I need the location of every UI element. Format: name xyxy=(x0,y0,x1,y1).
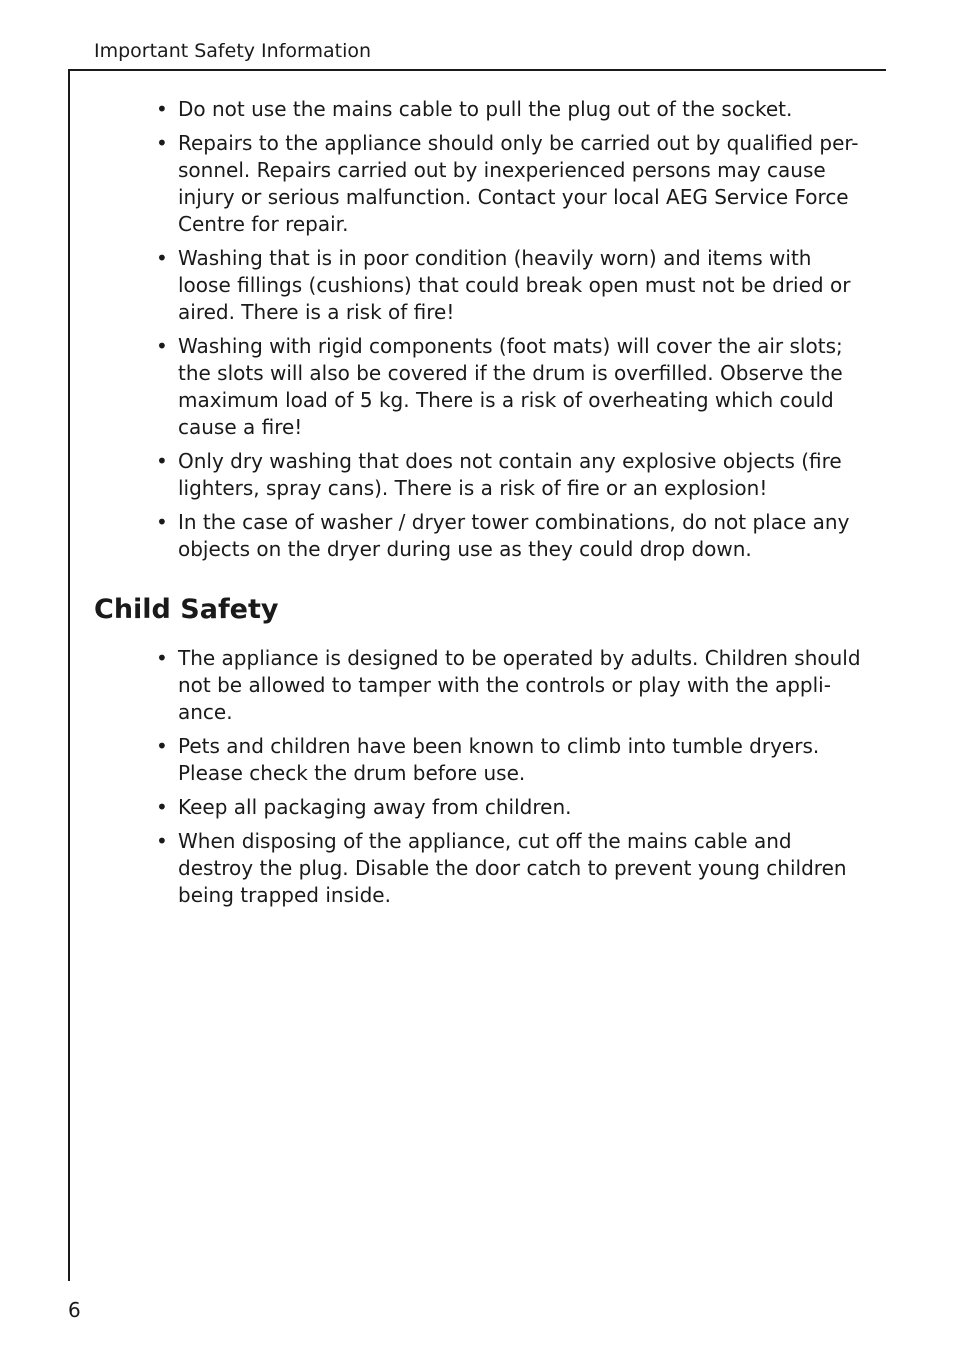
list-item-text: The appliance is designed to be operated by adults. Children should not be allowed to tamper with the controls or play with the appli-ance. xyxy=(178,646,861,724)
list-item-text: In the case of washer / dryer tower combinations, do not place any objects on the dryer during use as they could drop down. xyxy=(178,510,850,561)
bullet-icon: • xyxy=(156,334,168,358)
list-item-text: Pets and children have been known to climb into tumble dryers. Please check the drum before use. xyxy=(178,734,820,785)
list-item xyxy=(156,96,868,123)
list-item-text: Washing with rigid components (foot mats) will cover the air slots; the slots will also be covered if the drum is overfilled. Observe the maximum load of 5 kg. There is a risk of overheating which could cause a fire! xyxy=(178,334,843,439)
list-item xyxy=(156,733,868,787)
list-item xyxy=(156,645,868,726)
bullet-icon: • xyxy=(156,449,168,473)
safety-bullet-list xyxy=(156,96,868,570)
list-item xyxy=(156,245,868,326)
bullet-icon: • xyxy=(156,97,168,121)
list-item-text: When disposing of the appliance, cut off the mains cable and destroy the plug. Disable the door catch to prevent young children being trapped inside. xyxy=(178,829,847,907)
bullet-icon: • xyxy=(156,734,168,758)
bullet-icon: • xyxy=(156,829,168,853)
bullet-icon: • xyxy=(156,646,168,670)
page-number: 6 xyxy=(68,1298,81,1322)
list-item xyxy=(156,448,868,502)
bullet-icon: • xyxy=(156,795,168,819)
running-header: Important Safety Information xyxy=(94,40,372,62)
list-item-text: Washing that is in poor condition (heavily worn) and items with loose fillings (cushions) that could break open must not be dried or aired. There is a risk of fire! xyxy=(178,246,851,324)
section-heading-child-safety: Child Safety xyxy=(94,594,279,625)
list-item xyxy=(156,794,868,821)
bullet-icon: • xyxy=(156,510,168,534)
list-item xyxy=(156,828,868,909)
bullet-icon: • xyxy=(156,131,168,155)
list-item-text: Do not use the mains cable to pull the plug out of the socket. xyxy=(178,97,793,121)
list-item xyxy=(156,509,868,563)
bullet-icon: • xyxy=(156,246,168,270)
header-rule xyxy=(68,69,886,71)
list-item-text: Keep all packaging away from children. xyxy=(178,795,572,819)
child-safety-bullet-list xyxy=(156,645,868,916)
list-item-text: Repairs to the appliance should only be carried out by qualified per-sonnel. Repairs carried out by inexperienced persons may cause injury or serious malfunction. Contact your local AEG Service Force Centre for repair. xyxy=(178,131,859,236)
margin-rule xyxy=(68,69,70,1281)
list-item-text: Only dry washing that does not contain any explosive objects (fire lighters, spray cans). There is a risk of fire or an explosion! xyxy=(178,449,842,500)
list-item xyxy=(156,130,868,238)
list-item xyxy=(156,333,868,441)
